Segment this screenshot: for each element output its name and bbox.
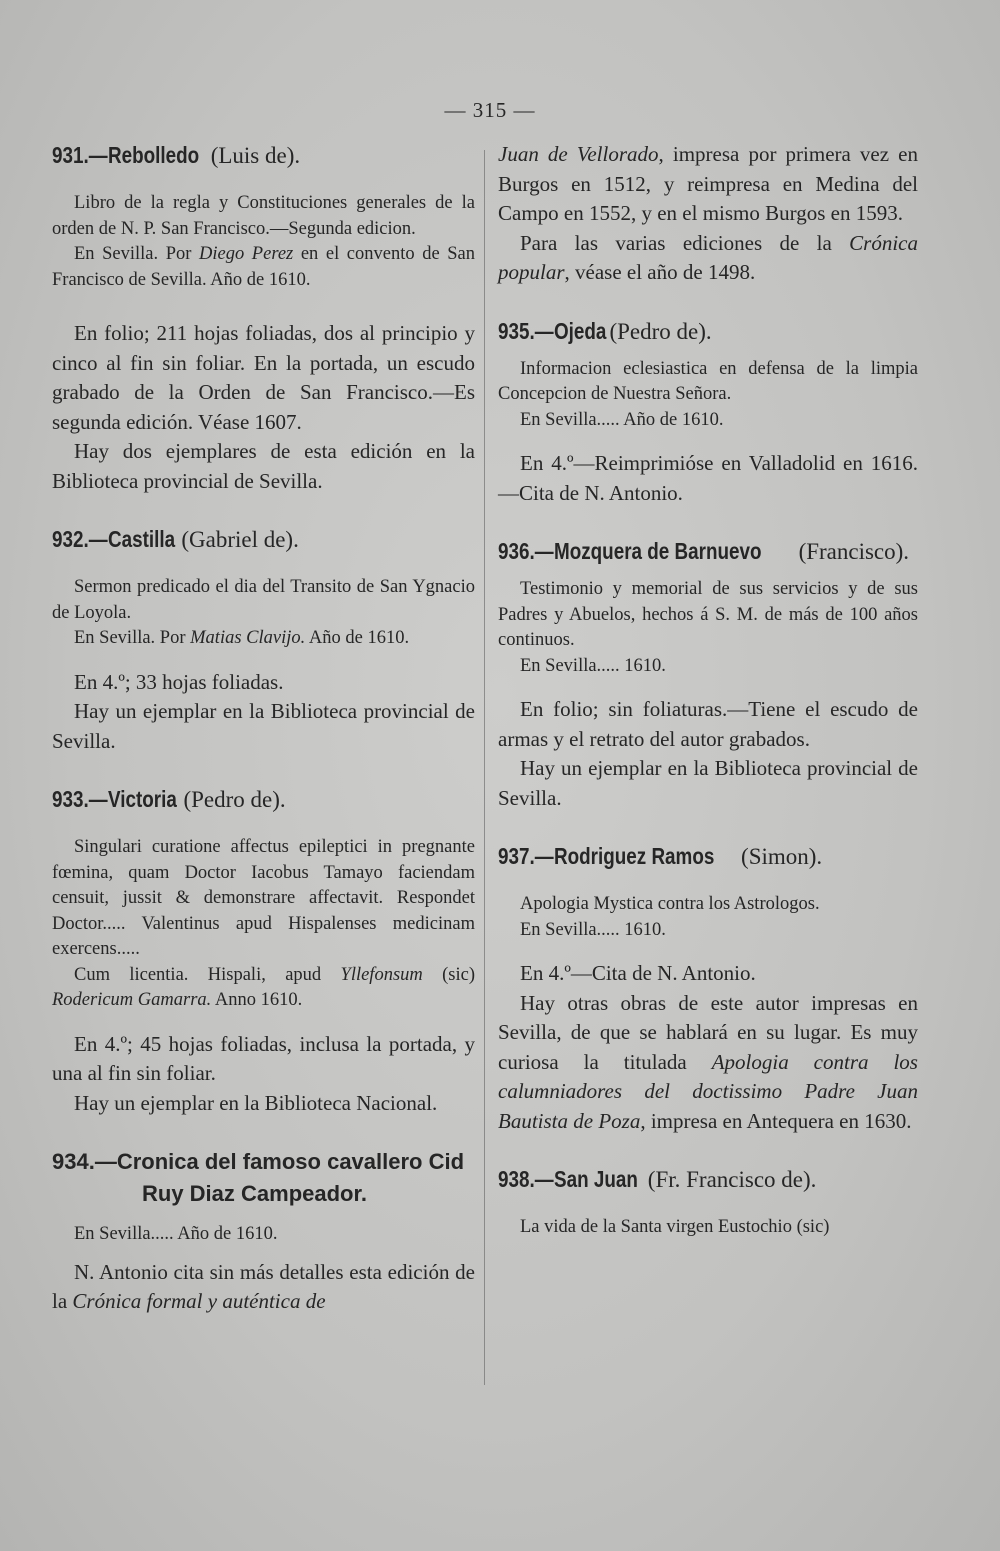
- entry-heading: [52, 140, 475, 171]
- entry-title-text: La vida de la Santa virgen Eustochio (sic): [520, 1217, 830, 1237]
- entry-heading: [498, 536, 918, 567]
- description-text: En 4.º—Reimprimióse en Valladolid en 1616.—Cita de N. Antonio.: [498, 451, 918, 505]
- author-given-name: (Luis de).: [210, 143, 301, 168]
- entry-933: [52, 784, 475, 1118]
- author-name: Rebolledo: [107, 142, 199, 168]
- author-given-name: (Pedro de).: [609, 318, 712, 344]
- entry-number: 937.—: [498, 843, 554, 869]
- holdings-text: Hay un ejemplar en la Biblioteca Nacional.: [74, 1090, 438, 1115]
- entry-934-continued: [498, 140, 918, 288]
- author-name: San Juan: [553, 1166, 638, 1192]
- entry-931: [52, 140, 475, 496]
- entry-heading: [52, 784, 475, 815]
- imprint-text: En Sevilla..... Año de 1610.: [74, 1224, 278, 1244]
- left-column: [52, 140, 475, 1317]
- entry-title-text: Libro de la regla y Constituciones generales de la orden de N. P. San Francisco.—Segunda edicion.: [52, 193, 475, 239]
- holdings-text: Hay dos ejemplares de esta edición en la Biblioteca provincial de Sevilla.: [52, 439, 475, 493]
- holdings-text: Hay un ejemplar en la Biblioteca provincial de Sevilla.: [52, 699, 475, 753]
- entry-heading-line: Ruy Diaz Campeador.: [142, 1181, 367, 1206]
- entry-heading: [52, 524, 475, 555]
- description-text: En folio; 211 hojas foliadas, dos al principio y cinco al fin sin foliar. En la portada, un escudo grabado de la Orden de San Francisco.—Es segunda edición. Véase 1607.: [52, 321, 475, 434]
- author-given-name: (Fr. Francisco de).: [647, 1167, 817, 1192]
- entry-number: 935.—: [498, 317, 554, 344]
- imprint-text: Cum licentia. Hispali, apud Yllefonsum (sic) Rodericum Gamarra. Anno 1610.: [52, 964, 475, 1010]
- entry-heading: [498, 841, 918, 872]
- entry-number: 936.—: [498, 538, 554, 564]
- entry-heading: [498, 316, 918, 347]
- author-name: Mozquera de Barnuevo: [553, 538, 762, 564]
- entry-title-text: Informacion eclesiastica en defensa de la limpia Concepcion de Nuestra Señora.: [498, 358, 918, 404]
- description-text: En 4.º; 45 hojas foliadas, inclusa la portada, y una al fin sin foliar.: [52, 1031, 475, 1085]
- author-given-name: (Simon).: [741, 844, 823, 869]
- entry-heading: [52, 1146, 475, 1210]
- imprint-text: En Sevilla..... 1610.: [520, 919, 666, 940]
- entry-title-text: Singulari curatione affectus epileptici in pregnante fœmina, quam Doctor Iacobus Tamayo faciendam censuit, jussit & demonstrare affectavit. Respondet Doctor..... Valentinus apud Hispalenses medicinam exercens.....: [52, 837, 475, 959]
- entry-937: [498, 841, 918, 1136]
- imprint-text: En Sevilla..... Año de 1610.: [520, 409, 724, 430]
- author-name: Ojeda: [553, 317, 607, 344]
- description-text: En folio; sin foliaturas.—Tiene el escudo de armas y el retrato del autor grabados.: [498, 697, 918, 751]
- entry-number: 931.—: [52, 142, 108, 168]
- description-text: Juan de Vellorado, impresa por primera vez en Burgos en 1512, y reimpresa en Medina del Campo en 1552, y en el mismo Burgos en 1593.: [498, 142, 918, 225]
- entry-heading-line: 934.—Cronica del famoso cavallero Cid: [52, 1149, 465, 1174]
- entry-heading: [498, 1164, 918, 1195]
- description-text: N. Antonio cita sin más detalles esta edición de la Crónica formal y auténtica de: [52, 1259, 475, 1313]
- entry-932: [52, 524, 475, 756]
- entry-934: [52, 1146, 475, 1317]
- entry-936: [498, 536, 918, 813]
- imprint-text: En Sevilla..... 1610.: [520, 655, 666, 676]
- description-text: En 4.º—Cita de N. Antonio.: [520, 961, 756, 985]
- author-given-name: (Francisco).: [798, 539, 910, 564]
- description-text: Para las varias ediciones de la Crónica popular, véase el año de 1498.: [498, 230, 918, 284]
- author-name: Castilla: [107, 526, 175, 552]
- author-given-name: (Pedro de).: [183, 787, 286, 812]
- entry-title-text: Testimonio y memorial de sus servicios y de sus Padres y Abuelos, hechos á S. M. de más de 100 años continuos.: [498, 579, 918, 650]
- right-column: [498, 140, 918, 1241]
- entry-935: [498, 316, 918, 509]
- entry-title-text: Sermon predicado el dia del Transito de San Ygnacio de Loyola.: [52, 577, 475, 623]
- column-divider: [484, 150, 485, 1385]
- page-number: — 315 —: [444, 98, 536, 122]
- holdings-text: Hay un ejemplar en la Biblioteca provincial de Sevilla.: [498, 756, 918, 810]
- author-name: Victoria: [107, 786, 177, 812]
- entry-number: 932.—: [52, 526, 108, 552]
- entry-number: 933.—: [52, 786, 108, 812]
- description-text: En 4.º; 33 hojas foliadas.: [74, 669, 284, 694]
- entry-938: [498, 1164, 918, 1241]
- author-name: Rodriguez Ramos: [553, 843, 715, 869]
- imprint-text: En Sevilla. Por Diego Perez en el convento de San Francisco de Sevilla. Año de 1610.: [52, 244, 475, 290]
- author-given-name: (Gabriel de).: [181, 527, 299, 552]
- entry-number: 938.—: [498, 1166, 554, 1192]
- imprint-text: En Sevilla. Por Matias Clavijo. Año de 1610.: [74, 628, 410, 648]
- description-text: Hay otras obras de este autor impresas en Sevilla, de que se hablará en su lugar. Es muy curiosa la titulada Apologia contra los calumniadores del doctissimo Padre Juan Bautista de Poza, impresa en Antequera en 1630.: [498, 990, 918, 1133]
- entry-title-text: Apologia Mystica contra los Astrologos.: [520, 894, 820, 914]
